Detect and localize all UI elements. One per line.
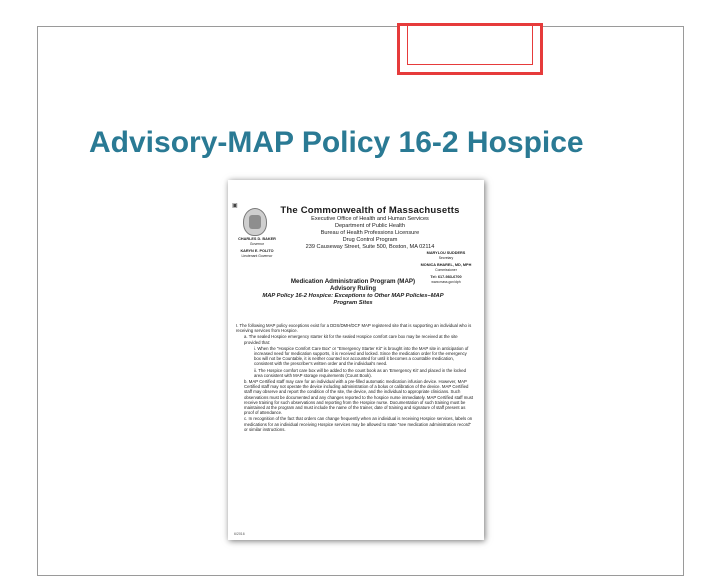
official-name: KARYN E. POLITO <box>240 249 274 254</box>
header-line: 239 Causeway Street, Suite 500, Boston, MA 02114 <box>305 244 435 250</box>
document-header-title: The Commonwealth of Massachusetts <box>280 205 460 216</box>
decorative-tab-inner <box>407 26 533 65</box>
body-paragraph: ii. The Hospice comfort care box will be added to the count book as an 'Emergency Kit' and placed in the locked area consistent with MAP storage requirements (Count Book). <box>254 367 466 378</box>
header-line: Department of Public Health <box>335 223 405 229</box>
ruling-heading-line: MAP Policy 16-2 Hospice: Exceptions to Other MAP Policies–MAP Program Sites <box>262 293 444 306</box>
official-role: Governor <box>249 241 265 246</box>
ruling-heading <box>258 278 448 307</box>
body-paragraph: a. The sealed Hospice emergency starter kit for the sealed Hospice comfort care box may be received at the site provided that: <box>244 334 458 345</box>
official-role: Commissioner <box>435 267 457 272</box>
official-name: MARYLOU SUDDERS <box>426 251 466 255</box>
header-line: Executive Office of Health and Human Services <box>311 216 429 222</box>
official-name: CHARLES D. BAKER <box>238 237 276 241</box>
left-official-names <box>234 237 280 258</box>
body-paragraph: i. When the "Hospice Comfort Care Box" or "Emergency Starter Kit" is brought into the MAP site in anticipation of increased need for medication supports, it is received and locked. Since the medication order for the emergency box will not be Countable, it is neither counted nor accounted for until it becomes a countable medication, consistent with the prescriber's written order and the individual's need. <box>254 345 469 367</box>
ruling-heading-line: Advisory Ruling <box>329 285 376 292</box>
contact-web: www.mass.gov/dph <box>431 279 461 284</box>
official-role: Secretary <box>438 255 454 260</box>
official-role: Lieutenant Governor <box>241 253 273 258</box>
ruling-heading-line: Medication Administration Program (MAP) <box>290 278 416 285</box>
header-line: Bureau of Health Professions Licensure <box>320 230 420 236</box>
body-paragraph: c. In recognition of the fact that orders can change frequently when an individual is receiving Hospice services, labels on medications for an individual receiving Hospice services may be allowed to state "see medication administration record" or similar instructions. <box>244 416 473 432</box>
document-image <box>228 180 484 540</box>
state-seal-shield <box>249 215 261 229</box>
slide-title: Advisory-MAP Policy 16-2 Hospice <box>89 126 584 159</box>
contact-phone: Tel: 617-983-6700 <box>430 275 462 280</box>
header-line: Drug Control Program <box>342 237 398 243</box>
document-footer: 6/2016 <box>234 532 245 536</box>
body-paragraph: b. MAP Certified staff may care for an individual with a pre-filled automatic medication infusion device. However, MAP Certified staff may not operate the device including administration of a bolus or calibration of the device. MAP Certified staff may observe and report the condition of the site, the device, and the individual to appropriate clinicians. Such observations must be documented and any changes reported to the hospice nurse immediately. MAP Certified staff must receive training for such observations and reporting from the Hospice nurse. Documentation of such training must be maintained at the program and must include the name of the trainer, date of training and signature of staff present as proof of attendance. <box>244 379 474 416</box>
official-name: MONICA BHAREL, MD, MPH <box>420 263 472 268</box>
state-seal-icon <box>243 208 267 236</box>
document-corner-icon: ▣ <box>232 203 238 209</box>
body-paragraph: I. The following MAP policy exceptions exist for a DDS/DMH/DCF MAP registered site that is supporting an individual who is receiving services from Hospice. <box>236 323 472 334</box>
decorative-tab <box>397 23 543 75</box>
document-body <box>236 323 474 433</box>
document-header <box>280 205 460 251</box>
